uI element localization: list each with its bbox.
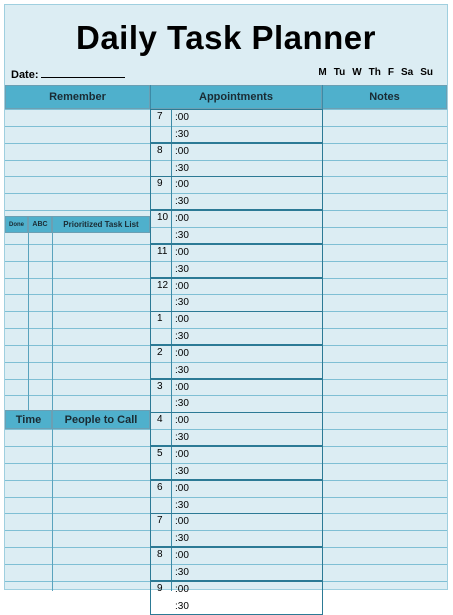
minute-label: :30 (175, 230, 189, 241)
minute-label: :00 (175, 146, 189, 157)
minute-label: :30 (175, 365, 189, 376)
minute-label: :30 (175, 601, 189, 612)
minute-label: :30 (175, 398, 189, 409)
date-line (41, 67, 125, 78)
hour-label: 11 (157, 246, 168, 257)
day-2[interactable]: W (352, 67, 362, 78)
day-4[interactable]: F (387, 67, 394, 78)
minute-label: :00 (175, 281, 189, 292)
minute-label: :00 (175, 516, 189, 527)
date-label: Date: (11, 69, 39, 81)
minute-label: :00 (175, 348, 189, 359)
minute-label: :30 (175, 196, 189, 207)
hour-label: 7 (157, 515, 163, 526)
hour-label: 5 (157, 448, 163, 459)
hour-label: 8 (157, 145, 163, 156)
hour-label: 2 (157, 347, 163, 358)
day-5[interactable]: Sa (400, 67, 414, 78)
hour-label: 1 (157, 313, 163, 324)
hour-label: 9 (157, 178, 163, 189)
minute-label: :30 (175, 500, 189, 511)
hour-label: 9 (157, 583, 163, 594)
weekday-selector (311, 67, 433, 78)
page-title: Daily Task Planner (75, 19, 377, 56)
minute-label: :00 (175, 314, 189, 325)
column-divider (28, 233, 29, 410)
minute-label: :00 (175, 584, 189, 595)
minute-label: :00 (175, 247, 189, 258)
minute-label: :00 (175, 550, 189, 561)
minute-label: :00 (175, 415, 189, 426)
minute-label: :30 (175, 297, 189, 308)
day-6[interactable]: Su (420, 67, 433, 78)
appointments-header: Appointments (150, 85, 322, 109)
date-field[interactable] (11, 67, 125, 81)
day-0[interactable]: M (318, 67, 327, 78)
hour-label: 8 (157, 549, 163, 560)
day-1[interactable]: Tu (333, 67, 346, 78)
hour-label: 12 (157, 280, 169, 291)
time-header: Time (5, 410, 52, 429)
people-to-call-header: People to Call (52, 410, 150, 429)
hour-label: 10 (157, 212, 169, 223)
minute-label: :00 (175, 213, 189, 224)
hour-label: 3 (157, 381, 163, 392)
minute-label: :00 (175, 179, 189, 190)
minute-label: :00 (175, 449, 189, 460)
notes-header: Notes (322, 85, 447, 109)
minute-label: :00 (175, 483, 189, 494)
planner-page (4, 4, 448, 612)
hour-label: 4 (157, 414, 163, 425)
minute-label: :00 (175, 112, 189, 123)
minute-label: :30 (175, 163, 189, 174)
minute-label: :30 (175, 533, 189, 544)
minute-label: :30 (175, 331, 189, 342)
minute-label: :30 (175, 567, 189, 578)
minute-label: :30 (175, 432, 189, 443)
column-divider (52, 233, 53, 410)
hour-label: 7 (157, 111, 163, 122)
hour-label: 6 (157, 482, 163, 493)
abc-header: ABC (28, 216, 52, 233)
day-3[interactable]: Th (368, 67, 381, 78)
minute-label: :30 (175, 129, 189, 140)
minute-label: :30 (175, 466, 189, 477)
remember-header: Remember (5, 85, 150, 109)
task-list-header: Prioritized Task List (52, 216, 150, 233)
minute-label: :00 (175, 382, 189, 393)
minute-label: :30 (175, 264, 189, 275)
column-divider (52, 429, 53, 591)
done-header: Done (5, 216, 28, 233)
